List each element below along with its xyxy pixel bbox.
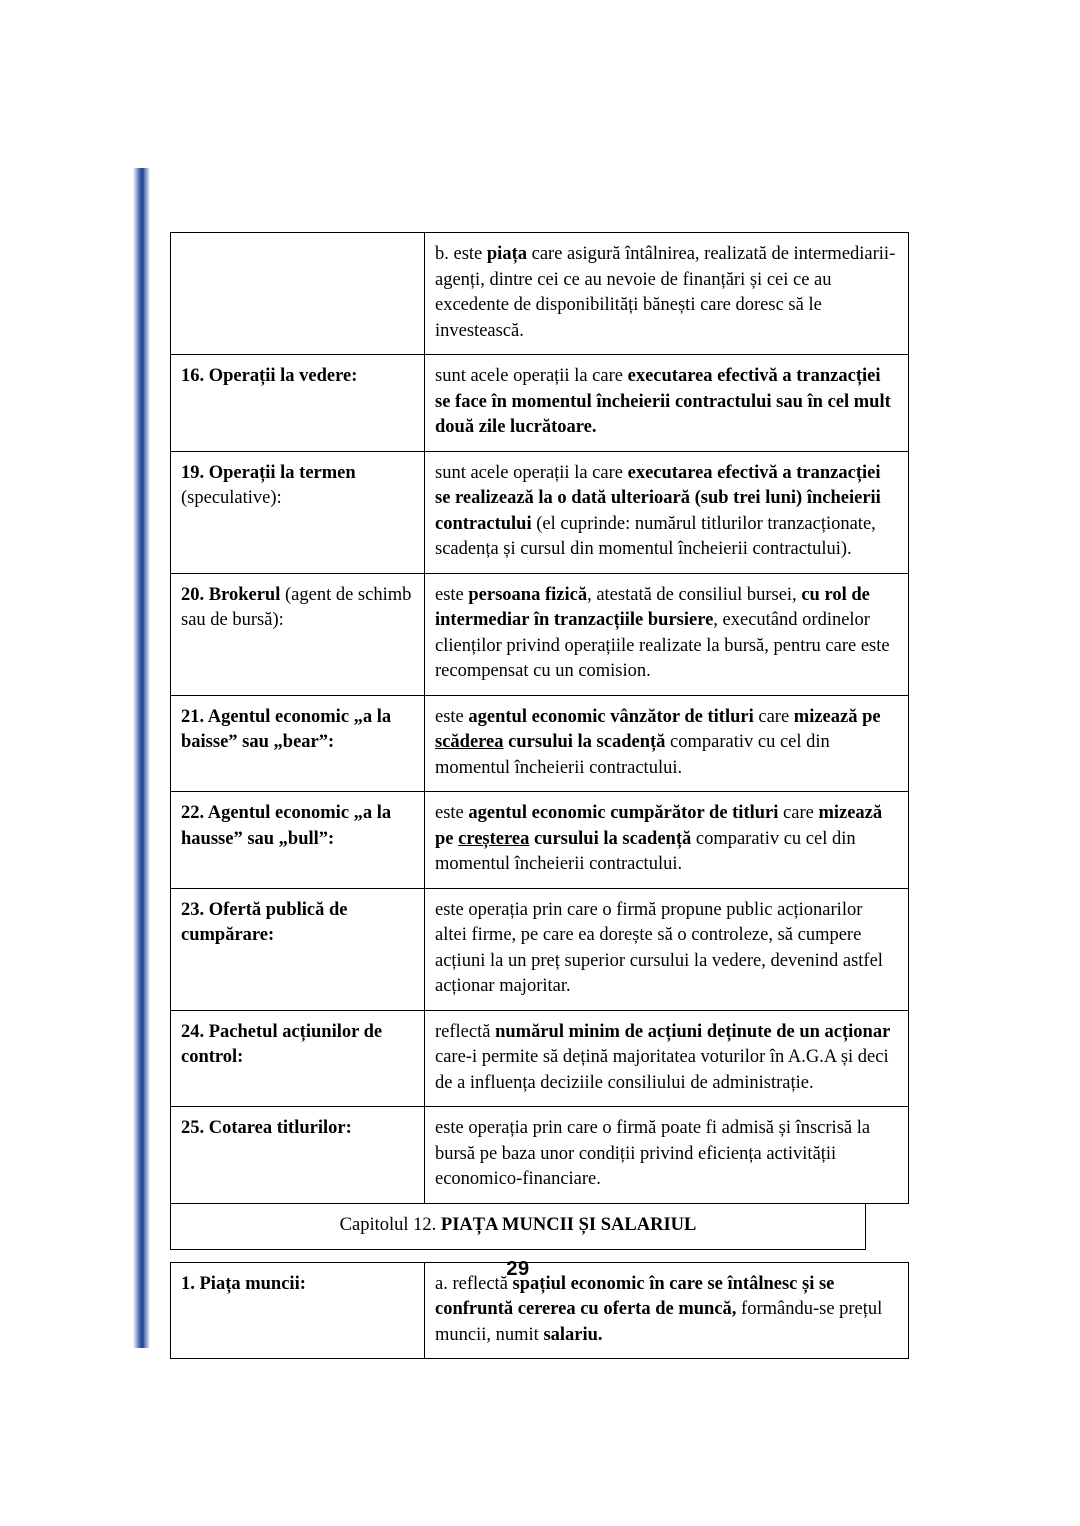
text-run: cursului la scadență bbox=[503, 732, 666, 753]
text-run: 16. Operații la vedere: bbox=[181, 366, 358, 387]
glossary-definition-cell bbox=[425, 573, 909, 695]
glossary-table-top bbox=[170, 232, 909, 1204]
text-run: care bbox=[778, 803, 819, 824]
chapter-heading-table bbox=[170, 1203, 866, 1250]
glossary-term-cell bbox=[171, 1010, 425, 1107]
table-row bbox=[171, 233, 909, 355]
chapter-heading-cell bbox=[171, 1203, 866, 1249]
text-run: executarea efectivă a tranzacției se realizează la o dată ulterioară (sub trei luni) încheierii contractului bbox=[435, 462, 881, 534]
chapter-title: PIAȚA MUNCII ȘI SALARIUL bbox=[440, 1214, 697, 1235]
page-binding-gradient bbox=[133, 168, 146, 1348]
glossary-term-cell bbox=[171, 573, 425, 695]
glossary-definition-cell bbox=[425, 233, 909, 355]
text-run: salariu. bbox=[543, 1324, 603, 1345]
text-run: executarea efectivă a tranzacției se face în momentul încheierii contractului sau în cel mult două zile lucrătoare. bbox=[435, 366, 891, 438]
text-run: , atestată de consiliul bursei, bbox=[587, 584, 802, 605]
table-row bbox=[171, 888, 909, 1010]
text-run: a. reflectă bbox=[435, 1273, 513, 1294]
glossary-definition-cell bbox=[425, 451, 909, 573]
text-run: b. este bbox=[435, 244, 487, 264]
text-run: (speculative): bbox=[181, 488, 282, 509]
text-run: 1. Piața muncii: bbox=[181, 1273, 306, 1294]
document-page bbox=[170, 232, 896, 1359]
glossary-rows bbox=[171, 233, 909, 1204]
glossary-definition-cell bbox=[425, 792, 909, 889]
text-run: 19. Operații la termen bbox=[181, 462, 356, 483]
table-row bbox=[171, 695, 909, 792]
table-row bbox=[171, 792, 909, 889]
glossary-term-cell bbox=[171, 695, 425, 792]
text-run: cu rol de intermediar în tranzacțiile bursiere bbox=[435, 584, 870, 631]
text-run: agentul economic cumpărător de titluri bbox=[468, 803, 779, 824]
text-run: 24. Pachetul acțiunilor de control: bbox=[181, 1021, 383, 1068]
text-run: spațiul economic în care se întâlnesc și se confruntă cererea cu oferta de muncă, bbox=[435, 1273, 835, 1320]
text-run: sunt acele operații la care bbox=[435, 366, 628, 387]
chapter-prefix: Capitolul 12. bbox=[339, 1214, 441, 1235]
text-run: 20. Brokerul bbox=[181, 584, 281, 605]
text-run: care asigură întâlnirea, realizată de intermediarii-agenți, dintre cei ce au nevoie de finanțări și cei ce au excedente de disponibilități bănești care doresc să le investească. bbox=[435, 244, 896, 341]
text-run: este bbox=[435, 706, 469, 727]
text-run: 25. Cotarea titlurilor: bbox=[181, 1118, 352, 1139]
text-run: cursului la scadență bbox=[529, 828, 692, 849]
text-run: scăderea bbox=[435, 732, 504, 753]
text-run: agentul economic vânzător de titluri bbox=[468, 706, 754, 727]
text-run: reflectă bbox=[435, 1021, 496, 1042]
text-run: 23. Ofertă publică de cumpărare: bbox=[181, 899, 348, 946]
text-run: persoana fizică bbox=[468, 584, 588, 605]
text-run: , executând ordinelor clienților privind operațiile realizate la bursă, pentru care este recompensat cu un comision. bbox=[435, 610, 890, 682]
text-run: (el cuprinde: numărul titlurilor tranzacționate, scadența și cursul din momentul încheierii contractului). bbox=[435, 513, 876, 560]
text-run: este operația prin care o firmă poate fi admisă și înscrisă la bursă pe baza unor condiții privind eficiența activității economico-financiare. bbox=[435, 1118, 871, 1190]
text-run: creșterea bbox=[458, 828, 530, 849]
text-run: care-i permite să dețină majoritatea voturilor în A.G.A și deci de a influența deciziile consiliului de administrație. bbox=[435, 1047, 889, 1093]
glossary-term-cell bbox=[171, 451, 425, 573]
text-run: (agent de schimb sau de bursă): bbox=[181, 584, 412, 631]
glossary-term-cell bbox=[171, 888, 425, 1010]
table-row bbox=[171, 1203, 866, 1249]
table-row bbox=[171, 1010, 909, 1107]
text-run: comparativ cu cel din momentul încheierii contractului. bbox=[435, 732, 830, 778]
text-run: 21. Agentul economic „a la baisse” sau „bear”: bbox=[181, 706, 392, 753]
text-run: comparativ cu cel din momentul încheierii contractului. bbox=[435, 828, 856, 875]
page-binding-edge bbox=[146, 168, 150, 1348]
text-run: mizează pe bbox=[435, 803, 883, 849]
glossary-definition-cell bbox=[425, 355, 909, 452]
glossary-term-cell bbox=[171, 233, 425, 355]
glossary-term-cell bbox=[171, 792, 425, 889]
glossary-definition-cell bbox=[425, 888, 909, 1010]
text-run: formându-se prețul muncii, numit bbox=[435, 1299, 883, 1345]
page-number: 29 bbox=[506, 1258, 530, 1280]
glossary-definition-cell bbox=[425, 1107, 909, 1204]
table-row bbox=[171, 573, 909, 695]
glossary-term-cell bbox=[171, 355, 425, 452]
text-run: mizează pe bbox=[793, 706, 881, 727]
glossary-definition-cell bbox=[425, 695, 909, 792]
text-run: este operația prin care o firmă propune public acționarilor altei firme, pe care ea dorește să o controleze, să cumpere acțiuni la un preț superior cursului la vedere, devenind astfel acționar majoritar. bbox=[435, 899, 883, 997]
text-run: piața bbox=[486, 244, 527, 264]
table-row bbox=[171, 1107, 909, 1204]
glossary-term-cell bbox=[171, 1107, 425, 1204]
glossary-definition-cell bbox=[425, 1010, 909, 1107]
text-run: 22. Agentul economic „a la hausse” sau „bull”: bbox=[181, 803, 392, 849]
text-run: este bbox=[435, 584, 469, 605]
text-run: este bbox=[435, 803, 469, 824]
text-run: sunt acele operații la care bbox=[435, 462, 628, 483]
text-run: numărul minim de acțiuni deținute de un acționar bbox=[495, 1021, 891, 1042]
text-run: care bbox=[753, 706, 794, 727]
table-row bbox=[171, 355, 909, 452]
table-row bbox=[171, 451, 909, 573]
